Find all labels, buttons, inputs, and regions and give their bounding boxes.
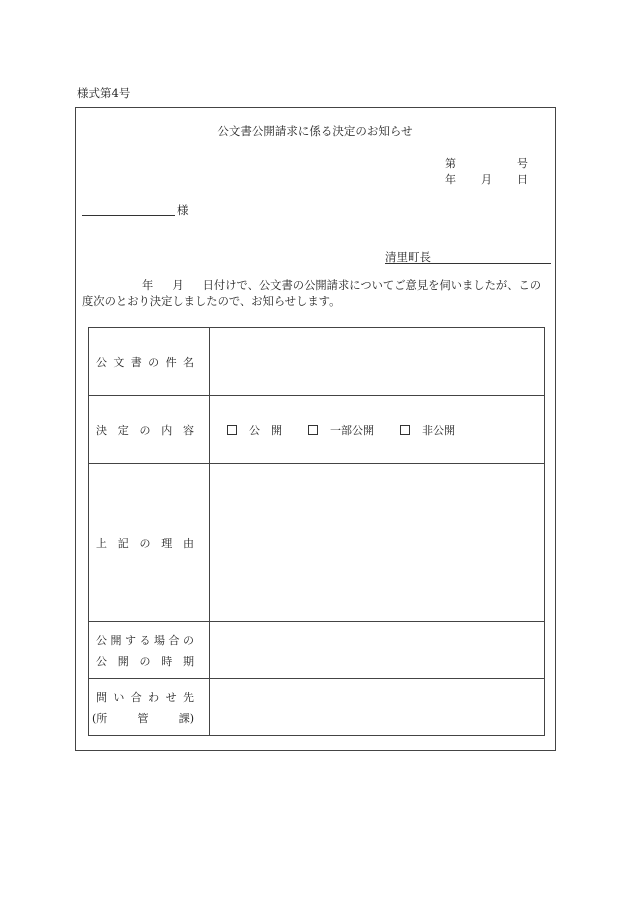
value-contact[interactable] bbox=[210, 679, 545, 736]
value-decision bbox=[210, 396, 545, 464]
date-day: 日 bbox=[517, 173, 528, 186]
row-contact bbox=[89, 679, 545, 736]
form-number: 様式第4号 bbox=[77, 86, 131, 100]
label-document-name: 公 文 書 の 件 名 bbox=[89, 328, 210, 396]
row-disclosure-timing bbox=[89, 622, 545, 679]
value-disclosure-timing[interactable] bbox=[210, 622, 545, 679]
option-public[interactable]: 公 開 bbox=[227, 422, 282, 438]
row-document-name bbox=[89, 328, 545, 396]
document-title: 公文書公開請求に係る決定のお知らせ bbox=[217, 124, 413, 138]
body-text-rest: 日付けで、公文書の公開請求についてご意見を伺いましたが、この度次のとおり決定しましたので、お知らせします。 bbox=[82, 279, 542, 308]
label-contact: 問 い 合 わ せ 先 (所 管 課) bbox=[89, 679, 210, 736]
number-suffix: 号 bbox=[517, 157, 528, 170]
option-partial-public[interactable]: 一部公開 bbox=[308, 422, 374, 438]
addressee-name-line bbox=[82, 214, 175, 216]
body-month: 月 bbox=[172, 279, 184, 292]
sender-name: 清里町長 bbox=[385, 250, 431, 264]
decision-table bbox=[88, 327, 545, 736]
row-reason bbox=[89, 464, 545, 622]
addressee-honorific: 様 bbox=[177, 203, 189, 217]
label-reason: 上 記 の 理 由 bbox=[89, 464, 210, 622]
body-year: 年 bbox=[142, 279, 154, 292]
row-decision bbox=[89, 396, 545, 464]
number-label: 第 bbox=[445, 157, 456, 170]
checkbox-icon[interactable] bbox=[227, 425, 237, 435]
date-month: 月 bbox=[481, 173, 492, 186]
option-non-public[interactable]: 非公開 bbox=[400, 422, 455, 438]
value-reason[interactable] bbox=[210, 464, 545, 622]
sender-signature-line bbox=[385, 262, 551, 264]
value-document-name[interactable] bbox=[210, 328, 545, 396]
label-disclosure-timing: 公 開 す る 場 合 の 公 開 の 時 期 bbox=[89, 622, 210, 679]
body-paragraph bbox=[82, 278, 552, 310]
checkbox-icon[interactable] bbox=[400, 425, 410, 435]
label-decision: 決 定 の 内 容 bbox=[89, 396, 210, 464]
date-year: 年 bbox=[445, 173, 456, 186]
checkbox-icon[interactable] bbox=[308, 425, 318, 435]
